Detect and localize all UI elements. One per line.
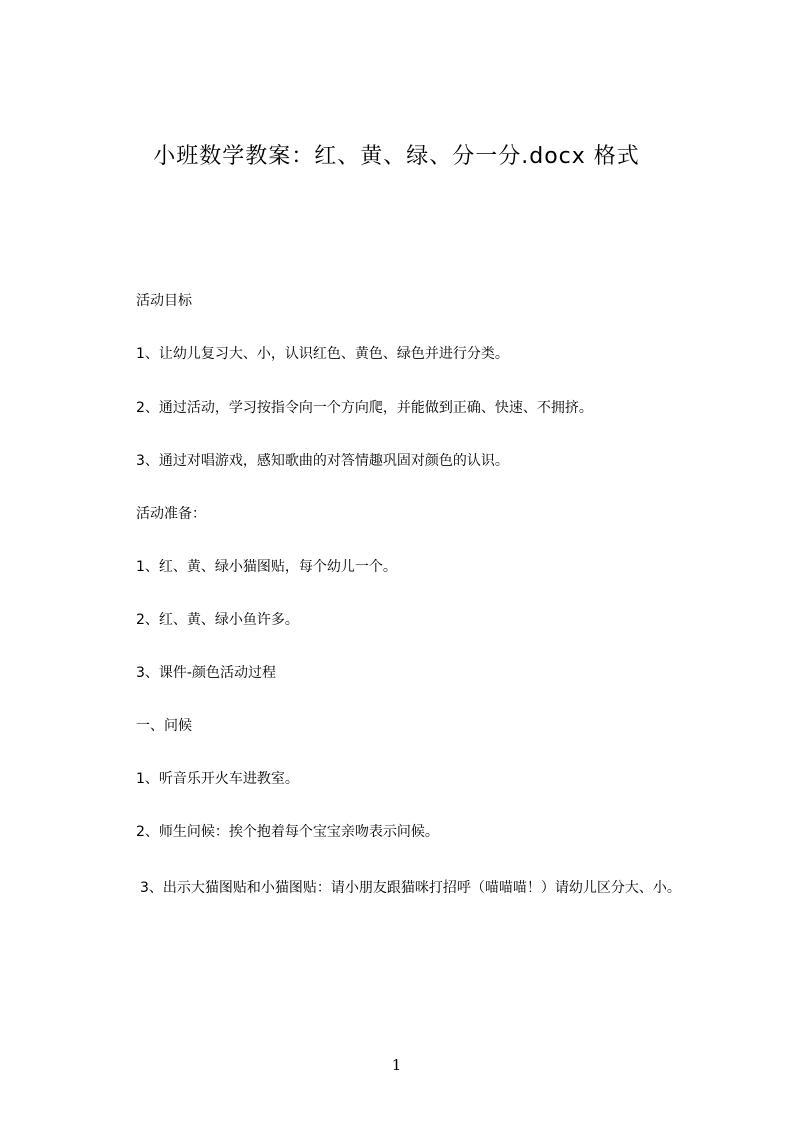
paragraph: 2、红、黄、绿小鱼许多。: [136, 612, 299, 628]
paragraph: 3、通过对唱游戏，感知歌曲的对答情趣巩固对颜色的认识。: [136, 453, 509, 469]
section-heading: 活动准备：: [136, 506, 206, 522]
paragraph: 2、通过活动，学习按指令向一个方向爬，并能做到正确、快速、不拥挤。: [136, 400, 593, 416]
paragraph: 3、课件-颜色活动过程: [136, 665, 276, 681]
document-title: 小班数学教案：红、黄、绿、分一分.docx 格式: [153, 144, 640, 169]
paragraph: 3、出示大猫图贴和小猫图贴：请小朋友跟猫咪打招呼（喵喵喵！）请幼儿区分大、小。: [140, 880, 681, 896]
section-heading: 活动目标: [136, 293, 192, 309]
paragraph: 1、让幼儿复习大、小，认识红色、黄色、绿色并进行分类。: [136, 346, 509, 362]
section-heading: 一、问候: [136, 718, 192, 734]
paragraph: 2、师生问候：挨个抱着每个宝宝亲吻表示问候。: [136, 824, 439, 840]
paragraph: 1、听音乐开火车进教室。: [136, 771, 299, 787]
paragraph: 1、红、黄、绿小猫图贴，每个幼儿一个。: [136, 559, 397, 575]
page-number: 1: [391, 1056, 402, 1074]
